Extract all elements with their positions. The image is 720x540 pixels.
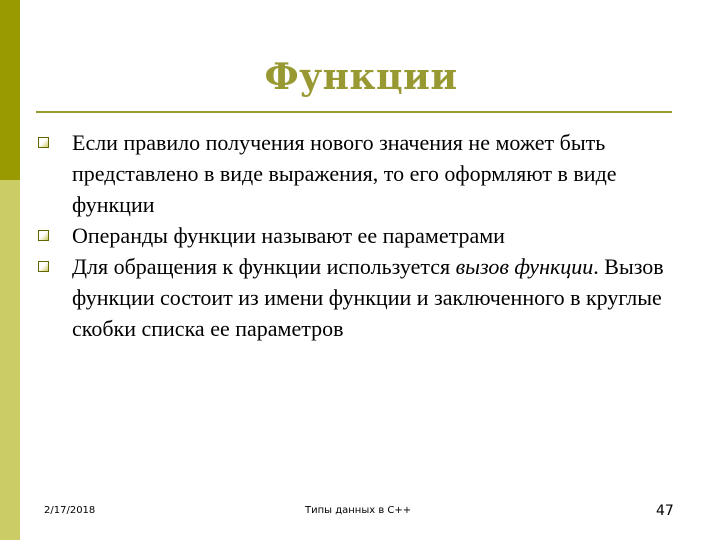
bullet-text-2: Операнды функции называют ее параметрами (72, 223, 505, 248)
square-bullet-icon (38, 137, 49, 148)
slide-title: Функции (264, 56, 458, 98)
bullet-text-3-post: . Вызов функции состоит из имени функции и заключенного в круглые скобки списка ее параметров (72, 254, 664, 341)
square-bullet-icon (38, 230, 49, 241)
sidebar-accent-top (0, 0, 20, 180)
square-bullet-icon (38, 261, 49, 272)
bullet-text-1: Если правило получения нового значения не может быть представлено в виде выражения, то его оформляют в виде функции (72, 130, 617, 217)
bullet-item-1 (38, 127, 698, 220)
bullet-item-2 (38, 220, 698, 251)
bullet-text-3-pre: Для обращения к функции используется (72, 254, 456, 279)
footer-title: Типы данных в С++ (305, 505, 412, 516)
footer-date: 2/17/2018 (44, 505, 96, 516)
page-number: 47 (656, 503, 674, 519)
bullet-text-3-emphasis: вызов функции (455, 254, 594, 279)
slide-body (38, 127, 698, 344)
sidebar-accent-bottom (0, 180, 20, 540)
title-underline (36, 111, 672, 113)
bullet-item-3 (38, 251, 698, 344)
